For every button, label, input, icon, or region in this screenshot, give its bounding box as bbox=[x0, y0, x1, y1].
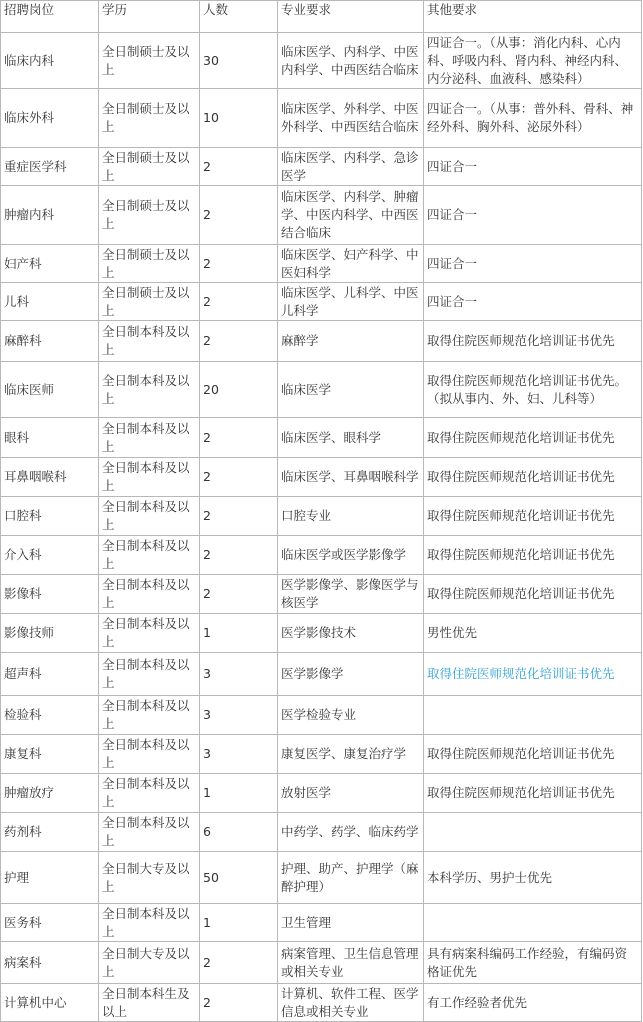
cell-other: 取得住院医师规范化培训证书优先 bbox=[424, 458, 642, 497]
cell-count: 1 bbox=[200, 904, 278, 942]
cell-education: 全日制本科及以上 bbox=[99, 735, 200, 774]
cell-count: 2 bbox=[200, 148, 278, 186]
table-row bbox=[1, 148, 642, 186]
table-row bbox=[1, 653, 642, 696]
cell-major: 临床医学、妇产科学、中医妇科学 bbox=[278, 245, 424, 283]
cell-education: 全日制本科及以上 bbox=[99, 536, 200, 575]
cell-other: 取得住院医师规范化培训证书优先 bbox=[424, 536, 642, 575]
table-row bbox=[1, 813, 642, 852]
cell-other: 取得住院医师规范化培训证书优先 bbox=[424, 575, 642, 614]
cell-position: 检验科 bbox=[1, 696, 99, 735]
table-row bbox=[1, 245, 642, 283]
cell-major: 临床医学、耳鼻咽喉科学 bbox=[278, 458, 424, 497]
cell-education: 全日制硕士及以上 bbox=[99, 148, 200, 186]
cell-education: 全日制本科及以上 bbox=[99, 774, 200, 813]
cell-count: 2 bbox=[200, 536, 278, 575]
table-row bbox=[1, 774, 642, 813]
table-row bbox=[1, 497, 642, 536]
cell-other: 本科学历、男护士优先 bbox=[424, 852, 642, 904]
cell-education: 全日制本科及以上 bbox=[99, 904, 200, 942]
cell-major: 临床医学、内科学、肿瘤学、中医内科学、中西医结合临床 bbox=[278, 186, 424, 245]
cell-position: 临床外科 bbox=[1, 89, 99, 148]
cell-major: 卫生管理 bbox=[278, 904, 424, 942]
cell-other: 取得住院医师规范化培训证书优先 bbox=[424, 735, 642, 774]
cell-education: 全日制本科及以上 bbox=[99, 321, 200, 362]
cell-count: 6 bbox=[200, 813, 278, 852]
cell-education: 全日制本科及以上 bbox=[99, 653, 200, 696]
cell-count: 2 bbox=[200, 418, 278, 458]
cell-major: 临床医学、内科学、急诊医学 bbox=[278, 148, 424, 186]
cell-major: 临床医学 bbox=[278, 362, 424, 418]
cell-major: 口腔专业 bbox=[278, 497, 424, 536]
cell-count: 2 bbox=[200, 497, 278, 536]
cell-position: 影像科 bbox=[1, 575, 99, 614]
header-count: 人数 bbox=[200, 1, 278, 33]
cell-count: 2 bbox=[200, 283, 278, 321]
header-row bbox=[1, 1, 642, 33]
cell-position: 临床内科 bbox=[1, 33, 99, 89]
table-row bbox=[1, 696, 642, 735]
cell-major: 临床医学、外科学、中医外科学、中西医结合临床 bbox=[278, 89, 424, 148]
cell-education: 全日制本科及以上 bbox=[99, 497, 200, 536]
cell-other: 四证合一 bbox=[424, 186, 642, 245]
cell-position: 超声科 bbox=[1, 653, 99, 696]
cell-other: 取得住院医师规范化培训证书优先 bbox=[424, 497, 642, 536]
cell-position: 药剂科 bbox=[1, 813, 99, 852]
cell-other: 四证合一 bbox=[424, 148, 642, 186]
cell-education: 全日制本科及以上 bbox=[99, 813, 200, 852]
cell-education: 全日制大专及以上 bbox=[99, 852, 200, 904]
header-other: 其他要求 bbox=[424, 1, 642, 33]
cell-position: 肿瘤内科 bbox=[1, 186, 99, 245]
cell-education: 全日制硕士及以上 bbox=[99, 283, 200, 321]
cell-education: 全日制本科及以上 bbox=[99, 418, 200, 458]
cell-count: 2 bbox=[200, 458, 278, 497]
cell-count: 3 bbox=[200, 696, 278, 735]
cell-major: 临床医学、内科学、中医内科学、中西医结合临床 bbox=[278, 33, 424, 89]
table-row bbox=[1, 536, 642, 575]
cell-other: 四证合一 bbox=[424, 245, 642, 283]
cell-education: 全日制本科及以上 bbox=[99, 696, 200, 735]
header-major: 专业要求 bbox=[278, 1, 424, 33]
cell-major: 医学检验专业 bbox=[278, 696, 424, 735]
cell-other: 取得住院医师规范化培训证书优先 bbox=[424, 774, 642, 813]
cell-education: 全日制本科及以上 bbox=[99, 362, 200, 418]
cell-education: 全日制本科生及以上 bbox=[99, 984, 200, 1022]
table-row bbox=[1, 852, 642, 904]
cell-position: 病案科 bbox=[1, 942, 99, 984]
cell-count: 30 bbox=[200, 33, 278, 89]
table-row bbox=[1, 33, 642, 89]
cell-major: 医学影像技术 bbox=[278, 614, 424, 653]
cell-major: 临床医学、儿科学、中医儿科学 bbox=[278, 283, 424, 321]
table-row bbox=[1, 283, 642, 321]
cell-other bbox=[424, 904, 642, 942]
table-row bbox=[1, 735, 642, 774]
cell-other bbox=[424, 696, 642, 735]
cell-major: 放射医学 bbox=[278, 774, 424, 813]
cell-education: 全日制硕士及以上 bbox=[99, 186, 200, 245]
cell-position: 肿瘤放疗 bbox=[1, 774, 99, 813]
cell-education: 全日制硕士及以上 bbox=[99, 89, 200, 148]
cell-other: 四证合一。（从事：普外科、骨科、神经外科、胸外科、泌尿外科） bbox=[424, 89, 642, 148]
cell-other: 取得住院医师规范化培训证书优先 bbox=[424, 321, 642, 362]
cell-position: 影像技师 bbox=[1, 614, 99, 653]
cell-major: 临床医学、眼科学 bbox=[278, 418, 424, 458]
table-row bbox=[1, 614, 642, 653]
table-row bbox=[1, 418, 642, 458]
cell-other: 有工作经验者优先 bbox=[424, 984, 642, 1022]
table-row bbox=[1, 575, 642, 614]
cell-major: 医学影像学、影像医学与核医学 bbox=[278, 575, 424, 614]
table-row bbox=[1, 321, 642, 362]
cell-count: 20 bbox=[200, 362, 278, 418]
cell-count: 2 bbox=[200, 984, 278, 1022]
cell-position: 介入科 bbox=[1, 536, 99, 575]
header-position: 招聘岗位 bbox=[1, 1, 99, 33]
cell-education: 全日制大专及以上 bbox=[99, 942, 200, 984]
cell-position: 耳鼻咽喉科 bbox=[1, 458, 99, 497]
cell-education: 全日制本科及以上 bbox=[99, 458, 200, 497]
cell-count: 2 bbox=[200, 321, 278, 362]
cell-other: 取得住院医师规范化培训证书优先 bbox=[424, 418, 642, 458]
cell-major: 病案管理、卫生信息管理或相关专业 bbox=[278, 942, 424, 984]
cell-position: 计算机中心 bbox=[1, 984, 99, 1022]
cell-education: 全日制硕士及以上 bbox=[99, 33, 200, 89]
cell-major: 中药学、药学、临床药学 bbox=[278, 813, 424, 852]
cell-count: 50 bbox=[200, 852, 278, 904]
cell-count: 3 bbox=[200, 735, 278, 774]
cell-position: 妇产科 bbox=[1, 245, 99, 283]
cell-other: 取得住院医师规范化培训证书优先 bbox=[424, 653, 642, 696]
cell-major: 康复医学、康复治疗学 bbox=[278, 735, 424, 774]
table-row bbox=[1, 904, 642, 942]
cell-position: 康复科 bbox=[1, 735, 99, 774]
cell-other: 男性优先 bbox=[424, 614, 642, 653]
cell-education: 全日制本科及以上 bbox=[99, 614, 200, 653]
cell-education: 全日制硕士及以上 bbox=[99, 245, 200, 283]
cell-position: 麻醉科 bbox=[1, 321, 99, 362]
cell-position: 医务科 bbox=[1, 904, 99, 942]
cell-major: 临床医学或医学影像学 bbox=[278, 536, 424, 575]
cell-count: 2 bbox=[200, 575, 278, 614]
cell-major: 麻醉学 bbox=[278, 321, 424, 362]
header-education: 学历 bbox=[99, 1, 200, 33]
cell-position: 眼科 bbox=[1, 418, 99, 458]
cell-major: 医学影像学 bbox=[278, 653, 424, 696]
cell-count: 1 bbox=[200, 774, 278, 813]
table-row bbox=[1, 458, 642, 497]
cell-other: 具有病案科编码工作经验，有编码资格证优先 bbox=[424, 942, 642, 984]
cell-position: 护理 bbox=[1, 852, 99, 904]
cell-other: 四证合一 bbox=[424, 283, 642, 321]
cell-education: 全日制本科及以上 bbox=[99, 575, 200, 614]
table-row bbox=[1, 984, 642, 1022]
table-row bbox=[1, 362, 642, 418]
cell-count: 2 bbox=[200, 186, 278, 245]
cell-count: 2 bbox=[200, 942, 278, 984]
cell-count: 1 bbox=[200, 614, 278, 653]
cell-count: 3 bbox=[200, 653, 278, 696]
table-row bbox=[1, 186, 642, 245]
cell-count: 2 bbox=[200, 245, 278, 283]
cell-count: 10 bbox=[200, 89, 278, 148]
cell-position: 口腔科 bbox=[1, 497, 99, 536]
cell-position: 儿科 bbox=[1, 283, 99, 321]
cell-major: 护理、助产、护理学（麻醉护理） bbox=[278, 852, 424, 904]
cell-major: 计算机、软件工程、医学信息或相关专业 bbox=[278, 984, 424, 1022]
cell-other bbox=[424, 813, 642, 852]
cell-position: 重症医学科 bbox=[1, 148, 99, 186]
table-row bbox=[1, 942, 642, 984]
cell-other: 四证合一。（从事：消化内科、心内科、呼吸内科、肾内科、神经内科、内分泌科、血液科、感染科） bbox=[424, 33, 642, 89]
table-row bbox=[1, 89, 642, 148]
cell-position: 临床医师 bbox=[1, 362, 99, 418]
cell-other: 取得住院医师规范化培训证书优先。（拟从事内、外、妇、儿科等） bbox=[424, 362, 642, 418]
